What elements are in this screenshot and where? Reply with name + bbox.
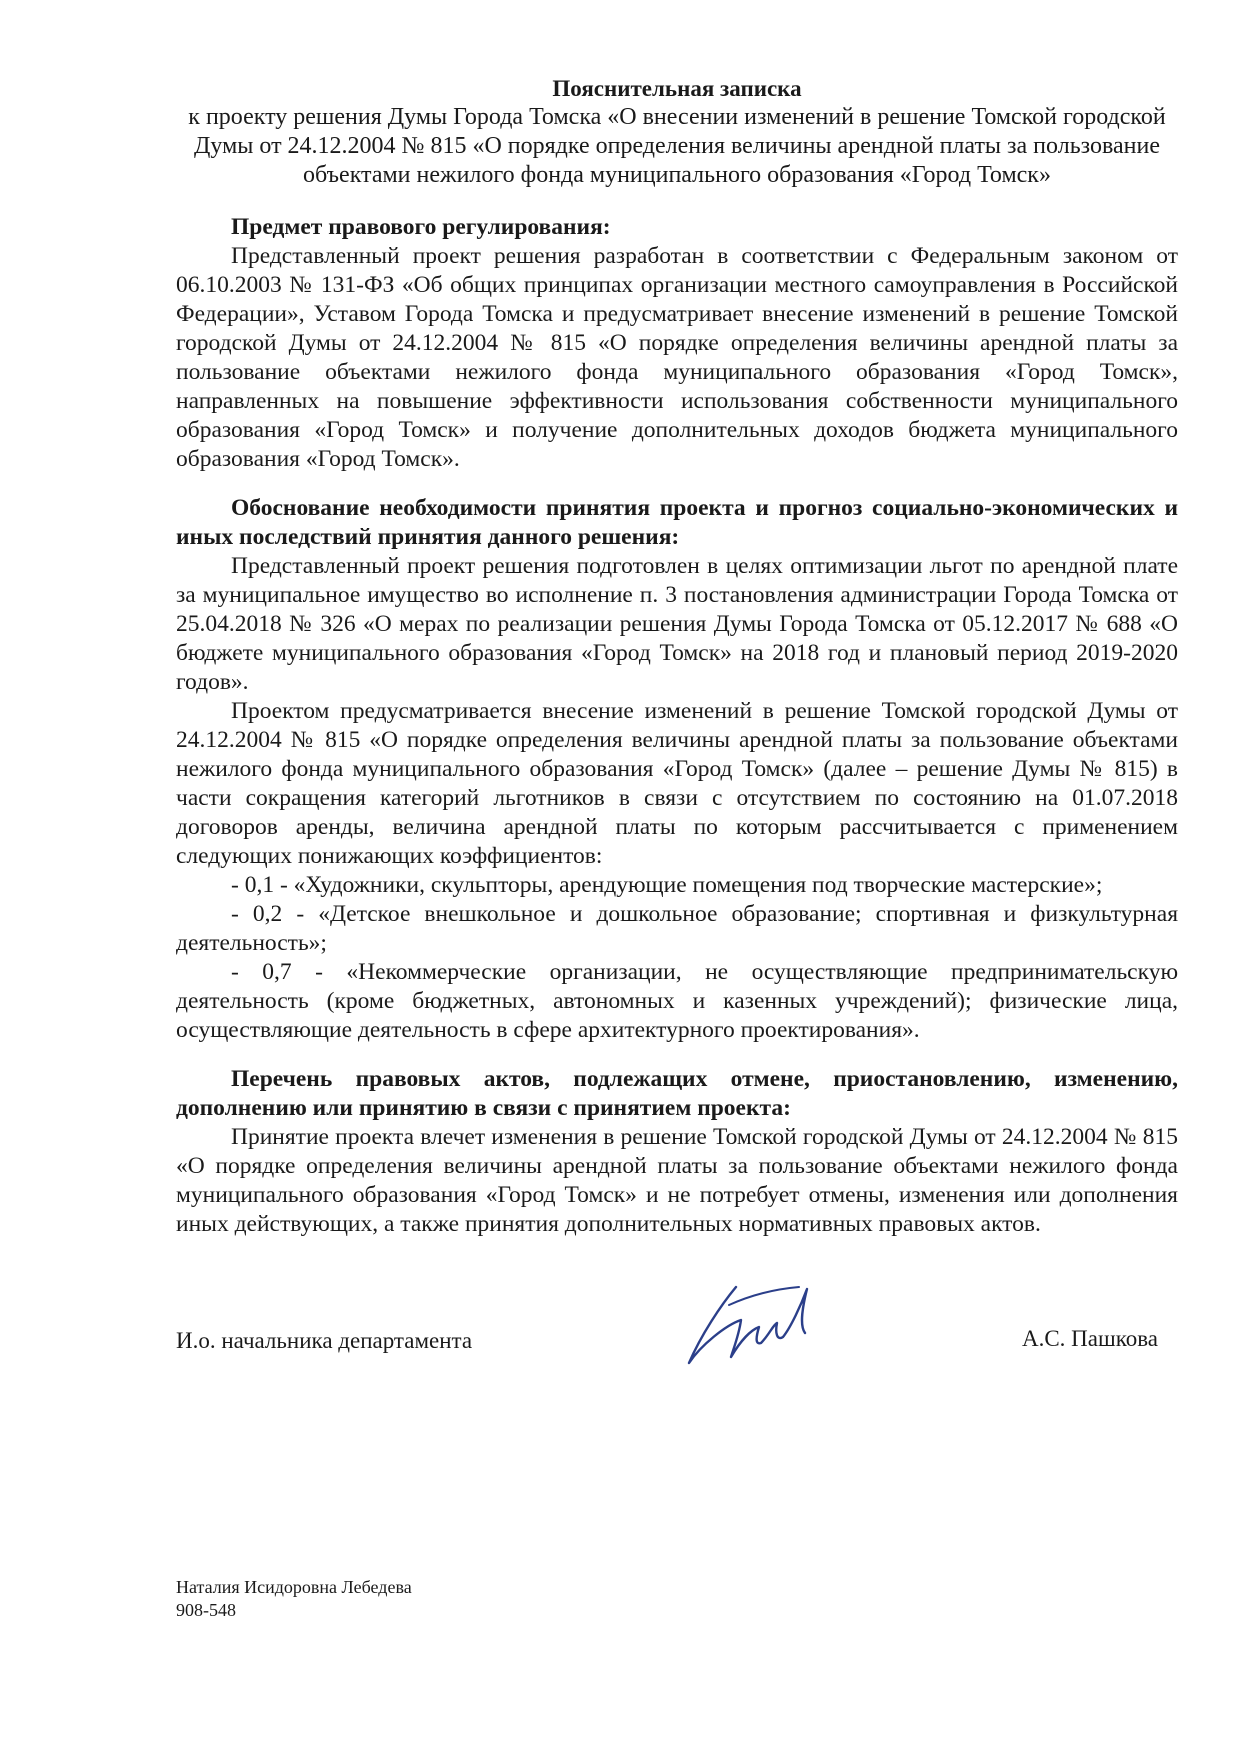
signatory-name: А.С. Пашкова xyxy=(1021,1326,1158,1351)
acts-text: Принятие проекта влечет изменения в решение Томской городской Думы от 24.12.2004 № 815 «О порядке определения величины арендной платы за пользование объектами нежилого фонда муниципального образования «Город Томск» и не потребует отмены, изменения или дополнения иных действующих, а также принятия дополнительных нормативных правовых актов. xyxy=(176,1124,1178,1237)
coefficient-item-1: - 0,1 - «Художники, скульпторы, арендующие помещения под творческие мастерские»; xyxy=(231,872,1103,898)
coefficient-item-2: - 0,2 - «Детское внешкольное и дошкольное образование; спортивная и физкультурная деятельность»; xyxy=(176,901,1178,956)
justification-text-1: Представленный проект решения подготовлен в целях оптимизации льгот по арендной плате за муниципальное имущество во исполнение п. 3 постановления администрации Города Томска от 25.04.2018 № 326 «О мерах по реализации решения Думы Города Томска от 05.12.2017 № 688 «О бюджете муниципального образования «Город Томск» на 2018 год и плановый период 2019-2020 годов». xyxy=(176,553,1178,695)
coefficient-item-3: - 0,7 - «Некоммерческие организации, не осуществляющие предпринимательскую деятельность (кроме бюджетных, автономных и казенных учреждений); физические лица, осуществляющие деятельность в сфере архитектурного проектирования». xyxy=(176,959,1178,1043)
document-title: Пояснительная записка xyxy=(552,76,802,101)
subject-text: Представленный проект решения разработан в соответствии с Федеральным законом от 06.10.2003 № 131-ФЗ «Об общих принципах организации местного самоуправления в Российской Федерации», Уставом Города Томска и предусматривает внесение изменений в решение Томской городской Думы от 24.12.2004 № 815 «О порядке определения величины арендной платы за пользование объектами нежилого фонда муниципального образования «Город Томск», направленных на повышение эффективности использования собственности муниципального образования «Город Томск» и получение дополнительных доходов бюджета муниципального образования «Город Томск». xyxy=(176,243,1178,472)
executor-name: Наталия Исидоровна Лебедева xyxy=(176,1577,412,1597)
executor-info xyxy=(176,1576,412,1622)
executor-phone: 908-548 xyxy=(176,1600,236,1620)
signature-block xyxy=(176,1290,1178,1400)
signatory-role: И.о. начальника департамента xyxy=(176,1328,473,1353)
document-subtitle: к проекту решения Думы Города Томска «О внесении изменений в решение Томской городской Думы от 24.12.2004 № 815 «О порядке определения величины арендной платы за пользование объектами нежилого фонда муниципального образования «Город Томск» xyxy=(188,104,1166,188)
subject-heading: Предмет правового регулирования: xyxy=(231,214,611,240)
document-body xyxy=(176,74,1178,1239)
justification-heading: Обоснование необходимости принятия проекта и прогноз социально-экономических и иных последствий принятия данного решения: xyxy=(176,495,1178,550)
justification-text-2: Проектом предусматривается внесение изменений в решение Томской городской Думы от 24.12.2004 № 815 «О порядке определения величины арендной платы за пользование объектами нежилого фонда муниципального образования «Город Томск» (далее – решение Думы № 815) в части сокращения категорий льготников в связи с отсутствием по состоянию на 01.07.2018 договоров аренды, величина арендной платы по которым рассчитывается с применением следующих понижающих коэффициентов: xyxy=(176,698,1178,869)
handwritten-signature xyxy=(681,1275,831,1375)
acts-heading: Перечень правовых актов, подлежащих отмене, приостановлению, изменению, дополнению или принятию в связи с принятием проекта: xyxy=(176,1066,1178,1121)
